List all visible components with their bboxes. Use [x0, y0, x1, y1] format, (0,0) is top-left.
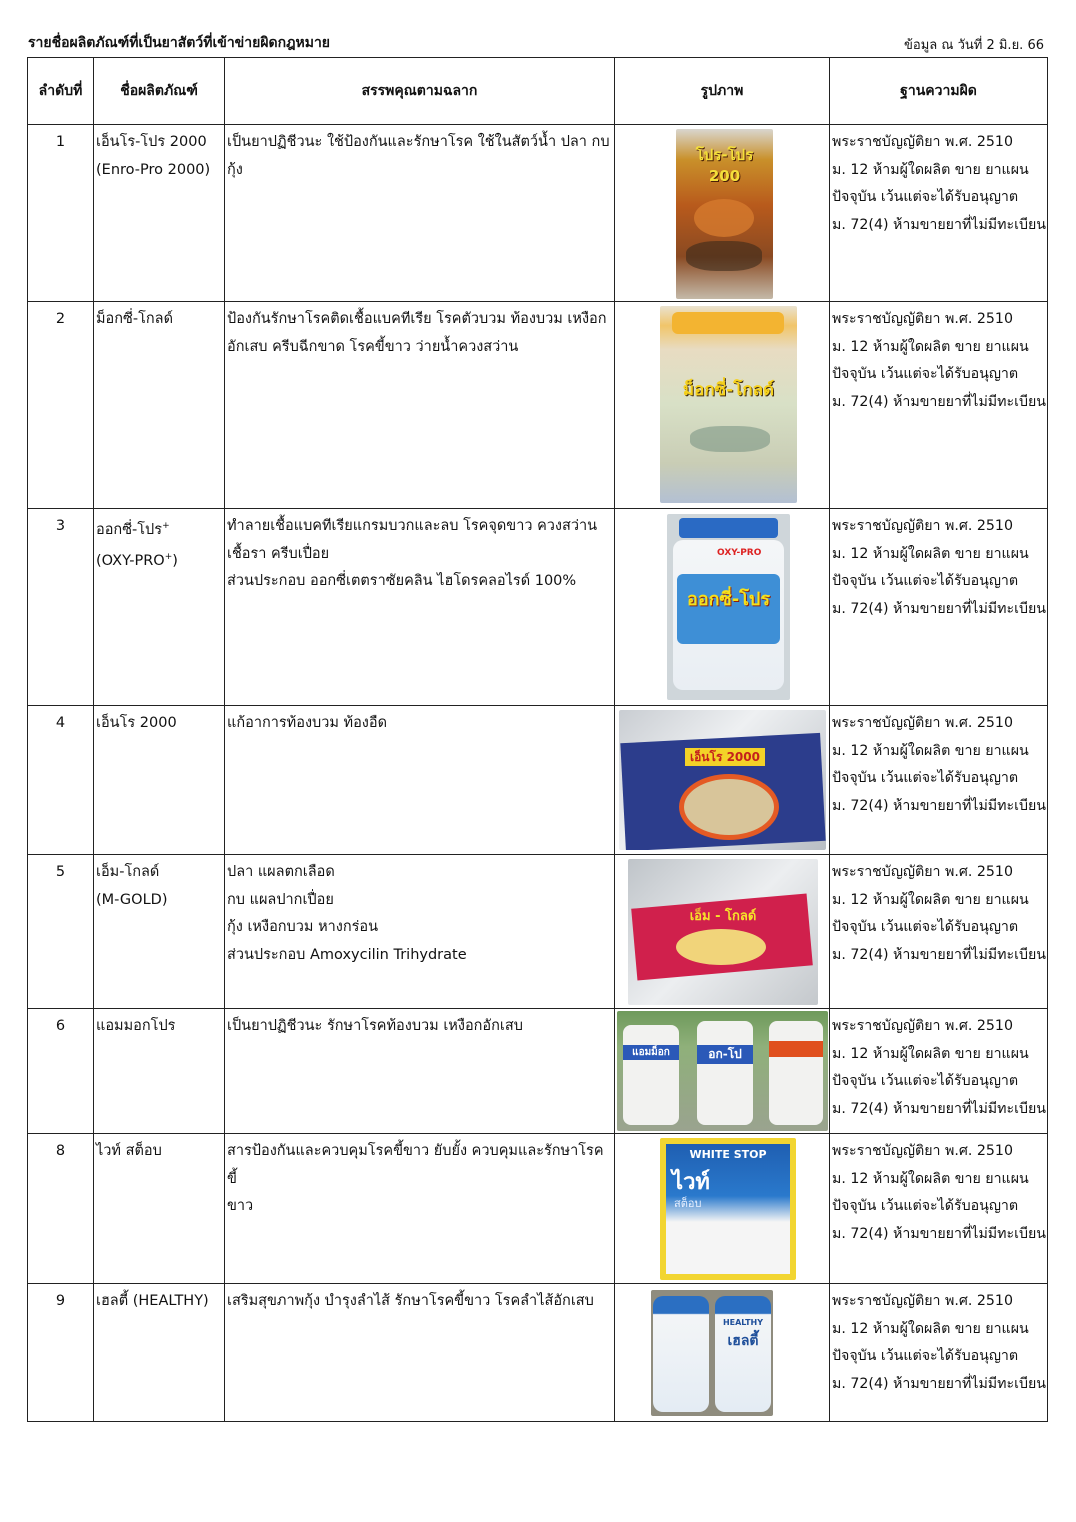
- law-line: ม. 12 ห้ามผู้ใดผลิต ขาย ยาแผน: [832, 891, 1029, 908]
- law-line: ม. 72(4) ห้ามขายยาที่ไม่มีทะเบียน: [832, 1100, 1046, 1117]
- law-line: พระราชบัญญัติยา พ.ศ. 2510: [832, 1293, 1013, 1309]
- pack-label-text: เอ็ม - โกลด์: [689, 909, 757, 924]
- offense-cell: [830, 125, 1048, 302]
- jar-label-text: ออกซี่-โปร: [687, 589, 770, 610]
- law-line: ม. 12 ห้ามผู้ใดผลิต ขาย ยาแผน: [832, 161, 1029, 178]
- properties-cell: [225, 855, 615, 1009]
- bottle-label-text: HEALTHY: [722, 1318, 764, 1327]
- property-line: แก้อาการท้องบวม ท้องอืด: [227, 715, 388, 731]
- bottle-label-text-th: เฮลตี้: [727, 1333, 759, 1349]
- product-table: [27, 57, 1048, 1422]
- law-line: ปัจจุบัน เว้นแต่จะได้รับอนุญาต: [832, 1198, 1019, 1214]
- properties-cell: [225, 1284, 615, 1422]
- product-image-cell: [615, 302, 830, 509]
- product-name: เฮลตี้ (HEALTHY): [96, 1293, 209, 1309]
- bottle-label-text: แอมม็อก: [623, 1045, 679, 1060]
- property-line: ส่วนประกอบ ออกซี่เตตราซัยคลิน ไฮโดรคลอไรด์ 100%: [227, 573, 577, 589]
- pack-label-text-th: ไวท์: [672, 1170, 710, 1195]
- product-name: ออกซี่-โปร+: [96, 521, 170, 538]
- product-name-cell: [94, 1009, 225, 1134]
- row-number-cell: [28, 855, 94, 1009]
- row-number: 1: [55, 134, 66, 150]
- property-line: ป้องกันรักษาโรคติดเชื้อแบคทีเรีย โรคตัวบวม ท้องบวม เหงือก: [227, 311, 607, 327]
- page-header: [28, 30, 1048, 54]
- row-number-cell: [28, 1009, 94, 1134]
- col-header-name: ชื่อผลิตภัณฑ์: [94, 58, 225, 125]
- product-photo: [660, 306, 797, 503]
- offense-cell: [830, 1134, 1048, 1284]
- row-number-cell: [28, 302, 94, 509]
- law-line: พระราชบัญญัติยา พ.ศ. 2510: [832, 134, 1013, 150]
- property-line: ส่วนประกอบ Amoxycilin Trihydrate: [227, 946, 467, 963]
- law-line: ปัจจุบัน เว้นแต่จะได้รับอนุญาต: [832, 1073, 1019, 1089]
- pack-label-text: เอ็นโร 2000: [685, 748, 765, 766]
- product-name: เอ็นโร-โปร 2000: [96, 134, 207, 150]
- product-name: ม็อกซี่-โกลด์: [96, 311, 173, 327]
- law-line: ม. 72(4) ห้ามขายยาที่ไม่มีทะเบียน: [832, 1225, 1046, 1242]
- property-line: สารป้องกันและควบคุมโรคขี้ขาว ยับยั้ง ควบคุมและรักษาโรคขี้: [227, 1143, 604, 1187]
- col-header-image: รูปภาพ: [615, 58, 830, 125]
- product-image-cell: [615, 1284, 830, 1422]
- table-row: [28, 855, 1048, 1009]
- law-line: ม. 72(4) ห้ามขายยาที่ไม่มีทะเบียน: [832, 216, 1046, 233]
- col-header-offense: ฐานความผิด: [830, 58, 1048, 125]
- properties-cell: [225, 302, 615, 509]
- table-row: [28, 125, 1048, 302]
- law-line: พระราชบัญญัติยา พ.ศ. 2510: [832, 1018, 1013, 1034]
- row-number: 8: [55, 1143, 66, 1159]
- property-line: กบ แผลปากเปื่อย: [227, 891, 334, 908]
- law-line: ม. 12 ห้ามผู้ใดผลิต ขาย ยาแผน: [832, 1170, 1029, 1187]
- product-name-en: (Enro-Pro 2000): [96, 161, 211, 178]
- product-name-en: (M-GOLD): [96, 891, 168, 908]
- product-name-cell: [94, 302, 225, 509]
- properties-cell: [225, 1134, 615, 1284]
- product-image-cell: [615, 1134, 830, 1284]
- law-line: ปัจจุบัน เว้นแต่จะได้รับอนุญาต: [832, 366, 1019, 382]
- product-photo: [667, 514, 790, 700]
- law-line: พระราชบัญญัติยา พ.ศ. 2510: [832, 715, 1013, 731]
- law-line: พระราชบัญญัติยา พ.ศ. 2510: [832, 311, 1013, 327]
- product-name-cell: [94, 706, 225, 855]
- row-number-cell: [28, 1134, 94, 1284]
- product-photo: [617, 1011, 828, 1131]
- properties-cell: [225, 125, 615, 302]
- product-name: แอมมอกโปร: [96, 1018, 176, 1034]
- property-line: เชื้อรา ครีบเปื่อย: [227, 545, 330, 562]
- jar-label-text: ม็อกซี่-โกลด์: [682, 380, 775, 400]
- law-line: ม. 72(4) ห้ามขายยาที่ไม่มีทะเบียน: [832, 946, 1046, 963]
- law-line: ม. 72(4) ห้ามขายยาที่ไม่มีทะเบียน: [832, 1375, 1046, 1392]
- data-date: ข้อมูล ณ วันที่ 2 มิ.ย. 66: [904, 38, 1044, 53]
- table-header-row: [28, 58, 1048, 125]
- row-number: 5: [55, 864, 66, 880]
- product-name-cell: [94, 1284, 225, 1422]
- law-line: พระราชบัญญัติยา พ.ศ. 2510: [832, 864, 1013, 880]
- property-line: ทำลายเชื้อแบคทีเรียแกรมบวกและลบ โรคจุดขาว ควงสว่าน: [227, 518, 598, 534]
- property-line: ปลา แผลตกเลือด: [227, 864, 335, 880]
- product-name-cell: [94, 125, 225, 302]
- product-name-en: (OXY-PRO+): [96, 552, 178, 570]
- table-row: [28, 1009, 1048, 1134]
- product-image-cell: [615, 1009, 830, 1134]
- property-line: เป็นยาปฏิชีวนะ รักษาโรคท้องบวม เหงือกอักเสบ: [227, 1018, 523, 1034]
- properties-cell: [225, 706, 615, 855]
- product-image-cell: [615, 855, 830, 1009]
- col-header-no: ลำดับที่: [28, 58, 94, 125]
- product-image-cell: [615, 125, 830, 302]
- product-name-cell: [94, 1134, 225, 1284]
- table-row: [28, 1134, 1048, 1284]
- product-photo: [651, 1290, 773, 1416]
- table-row: [28, 706, 1048, 855]
- page-title: รายชื่อผลิตภัณฑ์ที่เป็นยาสัตว์ที่เข้าข่ายผิดกฎหมาย: [28, 35, 331, 51]
- law-line: ม. 12 ห้ามผู้ใดผลิต ขาย ยาแผน: [832, 742, 1029, 759]
- law-line: พระราชบัญญัติยา พ.ศ. 2510: [832, 1143, 1013, 1159]
- property-line: กุ้ง เหงือกบวม หางกร่อน: [227, 919, 379, 935]
- bottle-label-text-2: อก-โป: [697, 1045, 753, 1064]
- property-line: ขาว: [227, 1198, 254, 1214]
- product-photo: [676, 129, 773, 299]
- product-name-cell: [94, 509, 225, 706]
- product-name: เอ็ม-โกลด์: [96, 864, 160, 880]
- pack-label-text: WHITE STOP: [689, 1148, 767, 1161]
- property-line: กุ้ง: [227, 161, 243, 178]
- law-line: ปัจจุบัน เว้นแต่จะได้รับอนุญาต: [832, 919, 1019, 935]
- row-number-cell: [28, 509, 94, 706]
- pack-label-text-th-2: สต็อบ: [674, 1197, 702, 1210]
- offense-cell: [830, 302, 1048, 509]
- law-line: ม. 12 ห้ามผู้ใดผลิต ขาย ยาแผน: [832, 1045, 1029, 1062]
- table-row: [28, 302, 1048, 509]
- offense-cell: [830, 855, 1048, 1009]
- property-line: อักเสบ ครีบฉีกขาด โรคขี้ขาว ว่ายน้ำควงสว่าน: [227, 338, 519, 355]
- law-line: พระราชบัญญัติยา พ.ศ. 2510: [832, 518, 1013, 534]
- property-line: เป็นยาปฏิชีวนะ ใช้ป้องกันและรักษาโรค ใช้ในสัตว์น้ำ ปลา กบ: [227, 134, 610, 150]
- row-number-cell: [28, 125, 94, 302]
- law-line: ปัจจุบัน เว้นแต่จะได้รับอนุญาต: [832, 189, 1019, 205]
- law-line: ปัจจุบัน เว้นแต่จะได้รับอนุญาต: [832, 770, 1019, 786]
- row-number: 4: [55, 715, 66, 731]
- table-row: [28, 1284, 1048, 1422]
- col-header-properties: สรรพคุณตามฉลาก: [225, 58, 615, 125]
- law-line: ม. 12 ห้ามผู้ใดผลิต ขาย ยาแผน: [832, 1320, 1029, 1337]
- law-line: ม. 72(4) ห้ามขายยาที่ไม่มีทะเบียน: [832, 797, 1046, 814]
- bottle-label-text: โปร-โปร 200: [695, 146, 754, 185]
- row-number: 2: [55, 311, 66, 327]
- law-line: ปัจจุบัน เว้นแต่จะได้รับอนุญาต: [832, 573, 1019, 589]
- product-photo: [619, 710, 826, 850]
- offense-cell: [830, 706, 1048, 855]
- law-line: ม. 72(4) ห้ามขายยาที่ไม่มีทะเบียน: [832, 600, 1046, 617]
- properties-cell: [225, 509, 615, 706]
- table-row: [28, 509, 1048, 706]
- product-photo: [628, 859, 818, 1005]
- row-number: 6: [55, 1018, 66, 1034]
- product-image-cell: [615, 509, 830, 706]
- offense-cell: [830, 1284, 1048, 1422]
- product-name: ไวท์ สต็อบ: [96, 1143, 162, 1159]
- law-line: ม. 12 ห้ามผู้ใดผลิต ขาย ยาแผน: [832, 338, 1029, 355]
- row-number-cell: [28, 1284, 94, 1422]
- row-number-cell: [28, 706, 94, 855]
- offense-cell: [830, 509, 1048, 706]
- product-photo: [660, 1138, 796, 1280]
- row-number: 3: [55, 518, 66, 534]
- law-line: ม. 12 ห้ามผู้ใดผลิต ขาย ยาแผน: [832, 545, 1029, 562]
- law-line: ม. 72(4) ห้ามขายยาที่ไม่มีทะเบียน: [832, 393, 1046, 410]
- product-name-cell: [94, 855, 225, 1009]
- product-name: เอ็นโร 2000: [96, 715, 177, 731]
- property-line: เสริมสุขภาพกุ้ง บำรุงลำไส้ รักษาโรคขี้ขาว โรคลำไส้อักเสบ: [227, 1293, 594, 1309]
- properties-cell: [225, 1009, 615, 1134]
- row-number: 9: [55, 1293, 66, 1309]
- product-image-cell: [615, 706, 830, 855]
- law-line: ปัจจุบัน เว้นแต่จะได้รับอนุญาต: [832, 1348, 1019, 1364]
- offense-cell: [830, 1009, 1048, 1134]
- jar-label-text-en: OXY-PRO: [717, 548, 762, 558]
